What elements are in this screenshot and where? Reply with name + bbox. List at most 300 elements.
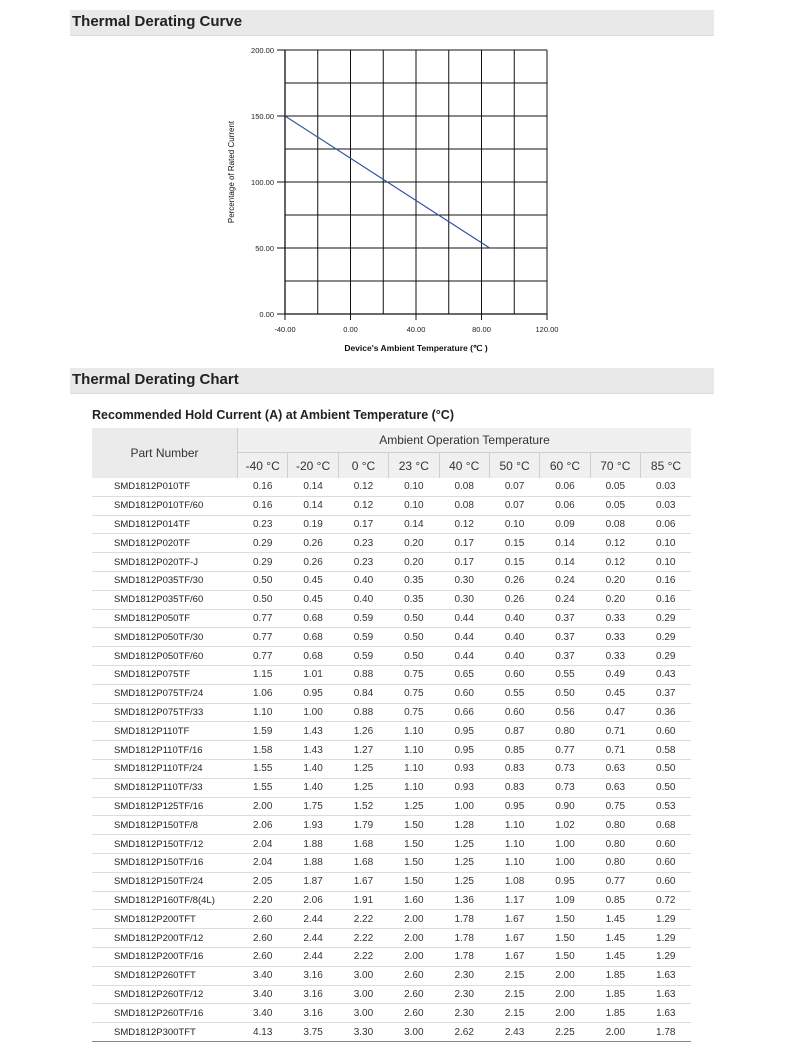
hold-current-cell: 0.60 <box>489 665 539 684</box>
hold-current-cell: 3.00 <box>389 1023 439 1042</box>
hold-current-cell: 1.91 <box>338 891 388 910</box>
hold-current-cell: 1.06 <box>238 684 288 703</box>
hold-current-cell: 0.72 <box>641 891 692 910</box>
hold-current-cell: 0.71 <box>590 741 640 760</box>
hold-current-cell: 1.78 <box>439 910 489 929</box>
table-row <box>92 853 691 872</box>
hold-current-cell: 2.60 <box>238 929 288 948</box>
hold-current-cell: 0.44 <box>439 609 489 628</box>
table-row <box>92 966 691 985</box>
hold-current-cell: 0.77 <box>590 872 640 891</box>
hold-current-cell: 0.20 <box>590 571 640 590</box>
hold-current-cell: 0.06 <box>641 515 692 534</box>
hold-current-cell: 2.00 <box>590 1023 640 1042</box>
hold-current-cell: 2.04 <box>238 835 288 854</box>
hold-current-cell: 1.50 <box>389 872 439 891</box>
temperature-column-header: 40 °C <box>439 453 489 479</box>
hold-current-cell: 0.29 <box>238 553 288 572</box>
hold-current-cell: 0.88 <box>338 703 388 722</box>
hold-current-cell: 1.45 <box>590 947 640 966</box>
hold-current-cell: 0.75 <box>590 797 640 816</box>
hold-current-cell: 1.10 <box>489 853 539 872</box>
part-number-cell: SMD1812P200TF/12 <box>92 929 238 948</box>
hold-current-cell: 0.77 <box>540 741 590 760</box>
part-number-cell: SMD1812P075TF/33 <box>92 703 238 722</box>
hold-current-cell: 1.68 <box>338 853 388 872</box>
hold-current-cell: 0.40 <box>489 647 539 666</box>
hold-current-cell: 2.05 <box>238 872 288 891</box>
hold-current-cell: 2.60 <box>238 947 288 966</box>
hold-current-cell: 1.25 <box>439 853 489 872</box>
hold-current-cell: 0.10 <box>389 478 439 496</box>
hold-current-cell: 1.10 <box>389 759 439 778</box>
hold-current-cell: 0.15 <box>489 534 539 553</box>
hold-current-cell: 1.02 <box>540 816 590 835</box>
hold-current-cell: 3.75 <box>288 1023 338 1042</box>
hold-current-cell: 3.16 <box>288 985 338 1004</box>
hold-current-cell: 0.06 <box>540 496 590 515</box>
hold-current-cell: 0.83 <box>489 759 539 778</box>
hold-current-cell: 0.95 <box>439 722 489 741</box>
hold-current-cell: 1.10 <box>389 741 439 760</box>
hold-current-cell: 0.37 <box>540 609 590 628</box>
table-row <box>92 609 691 628</box>
hold-current-cell: 0.36 <box>641 703 692 722</box>
hold-current-cell: 1.58 <box>238 741 288 760</box>
hold-current-cell: 2.22 <box>338 947 388 966</box>
hold-current-cell: 0.08 <box>590 515 640 534</box>
hold-current-cell: 1.45 <box>590 910 640 929</box>
hold-current-cell: 2.60 <box>389 1004 439 1023</box>
hold-current-cell: 2.06 <box>238 816 288 835</box>
table-row <box>92 647 691 666</box>
hold-current-cell: 1.10 <box>238 703 288 722</box>
hold-current-cell: 0.08 <box>439 478 489 496</box>
part-number-cell: SMD1812P125TF/16 <box>92 797 238 816</box>
temperature-column-header: 50 °C <box>489 453 539 479</box>
hold-current-cell: 3.00 <box>338 1004 388 1023</box>
hold-current-cell: 0.30 <box>439 590 489 609</box>
table-body <box>92 478 691 1041</box>
hold-current-cell: 0.59 <box>338 647 388 666</box>
hold-current-cell: 0.80 <box>590 816 640 835</box>
hold-current-cell: 1.15 <box>238 665 288 684</box>
y-tick-label: 50.00 <box>255 244 274 253</box>
hold-current-cell: 0.29 <box>641 628 692 647</box>
hold-current-cell: 1.78 <box>641 1023 692 1042</box>
part-number-cell: SMD1812P075TF/24 <box>92 684 238 703</box>
table-row <box>92 759 691 778</box>
hold-current-cell: 0.26 <box>288 534 338 553</box>
hold-current-cell: 0.40 <box>338 590 388 609</box>
hold-current-cell: 1.50 <box>389 835 439 854</box>
table-row <box>92 741 691 760</box>
hold-current-cell: 0.14 <box>288 478 338 496</box>
hold-current-cell: 0.77 <box>238 609 288 628</box>
hold-current-cell: 0.55 <box>489 684 539 703</box>
part-number-cell: SMD1812P020TF <box>92 534 238 553</box>
part-number-cell: SMD1812P014TF <box>92 515 238 534</box>
hold-current-cell: 2.44 <box>288 910 338 929</box>
x-tick-label: 0.00 <box>343 325 358 334</box>
x-tick-label: 80.00 <box>472 325 491 334</box>
hold-current-cell: 0.10 <box>389 496 439 515</box>
hold-current-cell: 1.50 <box>389 853 439 872</box>
hold-current-cell: 1.50 <box>540 947 590 966</box>
table-row <box>92 553 691 572</box>
part-number-cell: SMD1812P110TF/16 <box>92 741 238 760</box>
hold-current-cell: 0.44 <box>439 647 489 666</box>
hold-current-cell: 0.77 <box>238 628 288 647</box>
hold-current-cell: 0.19 <box>288 515 338 534</box>
hold-current-cell: 1.67 <box>489 929 539 948</box>
part-number-cell: SMD1812P035TF/60 <box>92 590 238 609</box>
curve-section-header <box>70 10 714 36</box>
hold-current-cell: 0.16 <box>238 478 288 496</box>
temperature-column-header: 23 °C <box>389 453 439 479</box>
hold-current-cell: 0.33 <box>590 609 640 628</box>
hold-current-cell: 1.88 <box>288 853 338 872</box>
hold-current-cell: 0.12 <box>338 496 388 515</box>
hold-current-cell: 0.12 <box>338 478 388 496</box>
hold-current-cell: 0.60 <box>641 853 692 872</box>
temperature-column-header: 0 °C <box>338 453 388 479</box>
hold-current-cell: 3.40 <box>238 985 288 1004</box>
hold-current-cell: 1.10 <box>489 835 539 854</box>
hold-current-cell: 0.26 <box>288 553 338 572</box>
hold-current-cell: 0.12 <box>439 515 489 534</box>
hold-current-cell: 0.77 <box>238 647 288 666</box>
hold-current-cell: 1.87 <box>288 872 338 891</box>
hold-current-cell: 1.25 <box>338 778 388 797</box>
hold-current-cell: 1.08 <box>489 872 539 891</box>
hold-current-cell: 1.50 <box>540 910 590 929</box>
table-caption: Recommended Hold Current (A) at Ambient Temperature (°C) <box>92 408 454 422</box>
hold-current-cell: 0.68 <box>641 816 692 835</box>
hold-current-cell: 0.59 <box>338 609 388 628</box>
hold-current-cell: 1.78 <box>439 929 489 948</box>
hold-current-cell: 0.06 <box>540 478 590 496</box>
hold-current-cell: 1.01 <box>288 665 338 684</box>
hold-current-cell: 1.45 <box>590 929 640 948</box>
hold-current-cell: 0.14 <box>540 553 590 572</box>
hold-current-cell: 0.68 <box>288 609 338 628</box>
table-row <box>92 590 691 609</box>
table-row <box>92 778 691 797</box>
part-number-cell: SMD1812P050TF <box>92 609 238 628</box>
table-row <box>92 797 691 816</box>
hold-current-cell: 0.37 <box>540 628 590 647</box>
hold-current-cell: 0.20 <box>389 534 439 553</box>
hold-current-cell: 2.30 <box>439 1004 489 1023</box>
hold-current-table <box>92 428 691 1042</box>
hold-current-cell: 0.29 <box>641 609 692 628</box>
hold-current-cell: 1.00 <box>540 853 590 872</box>
hold-current-cell: 0.23 <box>338 553 388 572</box>
hold-current-cell: 2.60 <box>238 910 288 929</box>
temperature-column-header: 60 °C <box>540 453 590 479</box>
hold-current-cell: 0.50 <box>389 647 439 666</box>
hold-current-cell: 2.30 <box>439 966 489 985</box>
hold-current-cell: 0.90 <box>540 797 590 816</box>
part-number-cell: SMD1812P150TF/8 <box>92 816 238 835</box>
y-axis-label: Percentage of Rated Current <box>227 120 236 224</box>
table-row <box>92 1023 691 1042</box>
hold-current-cell: 0.73 <box>540 778 590 797</box>
hold-current-cell: 0.20 <box>590 590 640 609</box>
table-row <box>92 496 691 515</box>
hold-current-cell: 2.22 <box>338 929 388 948</box>
table-row <box>92 478 691 496</box>
hold-current-cell: 3.16 <box>288 966 338 985</box>
hold-current-cell: 0.49 <box>590 665 640 684</box>
hold-current-cell: 0.08 <box>439 496 489 515</box>
part-number-cell: SMD1812P150TF/16 <box>92 853 238 872</box>
hold-current-cell: 0.88 <box>338 665 388 684</box>
part-number-cell: SMD1812P260TFT <box>92 966 238 985</box>
hold-current-cell: 1.26 <box>338 722 388 741</box>
part-number-cell: SMD1812P150TF/24 <box>92 872 238 891</box>
hold-current-cell: 0.26 <box>489 590 539 609</box>
part-number-cell: SMD1812P010TF <box>92 478 238 496</box>
hold-current-cell: 1.17 <box>489 891 539 910</box>
hold-current-cell: 0.75 <box>389 665 439 684</box>
hold-current-cell: 0.40 <box>338 571 388 590</box>
hold-current-cell: 0.73 <box>540 759 590 778</box>
temperature-column-header: -40 °C <box>238 453 288 479</box>
hold-current-cell: 1.85 <box>590 985 640 1004</box>
y-tick-label: 200.00 <box>251 46 274 55</box>
table-row <box>92 628 691 647</box>
hold-current-cell: 2.62 <box>439 1023 489 1042</box>
hold-current-cell: 0.12 <box>590 553 640 572</box>
y-tick-label: 150.00 <box>251 112 274 121</box>
hold-current-cell: 2.00 <box>540 985 590 1004</box>
hold-current-cell: 1.63 <box>641 966 692 985</box>
hold-current-cell: 1.67 <box>338 872 388 891</box>
hold-current-cell: 1.25 <box>439 835 489 854</box>
hold-current-cell: 1.28 <box>439 816 489 835</box>
hold-current-cell: 0.15 <box>489 553 539 572</box>
hold-current-cell: 1.36 <box>439 891 489 910</box>
hold-current-cell: 1.60 <box>389 891 439 910</box>
hold-current-cell: 0.24 <box>540 571 590 590</box>
hold-current-cell: 0.50 <box>641 778 692 797</box>
hold-current-cell: 0.55 <box>540 665 590 684</box>
hold-current-cell: 3.40 <box>238 966 288 985</box>
hold-current-cell: 1.63 <box>641 985 692 1004</box>
hold-current-cell: 0.14 <box>288 496 338 515</box>
hold-current-cell: 0.80 <box>590 853 640 872</box>
hold-current-cell: 0.10 <box>641 553 692 572</box>
part-number-header: Part Number <box>92 428 238 478</box>
curve-section-title: Thermal Derating Curve <box>72 13 243 30</box>
hold-current-cell: 1.55 <box>238 778 288 797</box>
hold-current-cell: 1.29 <box>641 929 692 948</box>
part-number-cell: SMD1812P010TF/60 <box>92 496 238 515</box>
hold-current-cell: 2.25 <box>540 1023 590 1042</box>
hold-current-cell: 0.95 <box>288 684 338 703</box>
part-number-cell: SMD1812P300TFT <box>92 1023 238 1042</box>
table-row <box>92 872 691 891</box>
hold-current-cell: 0.59 <box>338 628 388 647</box>
hold-current-cell: 0.50 <box>238 590 288 609</box>
x-tick-label: 120.00 <box>535 325 559 334</box>
hold-current-cell: 2.00 <box>389 929 439 948</box>
hold-current-cell: 0.65 <box>439 665 489 684</box>
hold-current-cell: 2.15 <box>489 1004 539 1023</box>
hold-current-cell: 0.56 <box>540 703 590 722</box>
hold-current-cell: 0.60 <box>641 872 692 891</box>
hold-current-cell: 0.17 <box>338 515 388 534</box>
hold-current-cell: 0.93 <box>439 759 489 778</box>
hold-current-cell: 0.35 <box>389 571 439 590</box>
hold-current-cell: 1.88 <box>288 835 338 854</box>
hold-current-cell: 4.13 <box>238 1023 288 1042</box>
part-number-cell: SMD1812P200TFT <box>92 910 238 929</box>
hold-current-cell: 0.93 <box>439 778 489 797</box>
part-number-cell: SMD1812P260TF/16 <box>92 1004 238 1023</box>
hold-current-cell: 0.45 <box>288 571 338 590</box>
y-tick-label: 0.00 <box>259 310 274 319</box>
table-row <box>92 665 691 684</box>
hold-current-cell: 1.40 <box>288 759 338 778</box>
ambient-temperature-header: Ambient Operation Temperature <box>238 428 692 453</box>
hold-current-cell: 0.95 <box>489 797 539 816</box>
hold-current-cell: 1.75 <box>288 797 338 816</box>
hold-current-cell: 0.95 <box>540 872 590 891</box>
hold-current-cell: 1.79 <box>338 816 388 835</box>
hold-current-cell: 0.35 <box>389 590 439 609</box>
hold-current-cell: 0.71 <box>590 722 640 741</box>
part-number-cell: SMD1812P150TF/12 <box>92 835 238 854</box>
temperature-column-header: -20 °C <box>288 453 338 479</box>
hold-current-cell: 0.80 <box>540 722 590 741</box>
hold-current-cell: 0.14 <box>540 534 590 553</box>
temperature-column-header: 70 °C <box>590 453 640 479</box>
hold-current-cell: 1.43 <box>288 722 338 741</box>
hold-current-cell: 2.15 <box>489 966 539 985</box>
hold-current-cell: 0.68 <box>288 647 338 666</box>
hold-current-cell: 0.75 <box>389 684 439 703</box>
part-number-cell: SMD1812P020TF-J <box>92 553 238 572</box>
hold-current-cell: 0.60 <box>641 722 692 741</box>
hold-current-cell: 1.50 <box>540 929 590 948</box>
hold-current-cell: 0.50 <box>540 684 590 703</box>
hold-current-cell: 2.22 <box>338 910 388 929</box>
hold-current-cell: 0.37 <box>641 684 692 703</box>
hold-current-cell: 1.27 <box>338 741 388 760</box>
table-row <box>92 910 691 929</box>
hold-current-cell: 0.53 <box>641 797 692 816</box>
hold-current-cell: 3.00 <box>338 985 388 1004</box>
hold-current-cell: 1.09 <box>540 891 590 910</box>
hold-current-cell: 0.44 <box>439 628 489 647</box>
hold-current-cell: 0.09 <box>540 515 590 534</box>
chart-section-title: Thermal Derating Chart <box>72 371 239 388</box>
hold-current-cell: 1.85 <box>590 1004 640 1023</box>
part-number-cell: SMD1812P110TF <box>92 722 238 741</box>
hold-current-cell: 0.40 <box>489 628 539 647</box>
hold-current-cell: 2.00 <box>238 797 288 816</box>
table-row <box>92 684 691 703</box>
part-number-cell: SMD1812P050TF/30 <box>92 628 238 647</box>
hold-current-cell: 1.52 <box>338 797 388 816</box>
hold-current-cell: 0.03 <box>641 478 692 496</box>
hold-current-cell: 0.63 <box>590 759 640 778</box>
hold-current-cell: 0.07 <box>489 478 539 496</box>
hold-current-cell: 0.50 <box>238 571 288 590</box>
hold-current-cell: 0.10 <box>489 515 539 534</box>
hold-current-cell: 0.23 <box>238 515 288 534</box>
chart-section-header <box>70 368 714 394</box>
hold-current-cell: 1.50 <box>389 816 439 835</box>
hold-current-cell: 0.50 <box>389 609 439 628</box>
hold-current-cell: 0.43 <box>641 665 692 684</box>
hold-current-cell: 0.24 <box>540 590 590 609</box>
hold-current-cell: 1.00 <box>439 797 489 816</box>
hold-current-cell: 2.60 <box>389 966 439 985</box>
thermal-derating-curve-chart <box>210 38 590 363</box>
hold-current-cell: 0.47 <box>590 703 640 722</box>
hold-current-cell: 2.60 <box>389 985 439 1004</box>
hold-current-cell: 1.85 <box>590 966 640 985</box>
part-number-cell: SMD1812P075TF <box>92 665 238 684</box>
hold-current-cell: 1.10 <box>389 778 439 797</box>
hold-current-cell: 1.55 <box>238 759 288 778</box>
table-row <box>92 947 691 966</box>
part-number-cell: SMD1812P035TF/30 <box>92 571 238 590</box>
hold-current-cell: 0.58 <box>641 741 692 760</box>
hold-current-cell: 1.25 <box>439 872 489 891</box>
hold-current-cell: 0.12 <box>590 534 640 553</box>
hold-current-cell: 0.30 <box>439 571 489 590</box>
hold-current-cell: 0.05 <box>590 478 640 496</box>
hold-current-cell: 0.17 <box>439 534 489 553</box>
hold-current-cell: 0.10 <box>641 534 692 553</box>
hold-current-cell: 0.85 <box>489 741 539 760</box>
hold-current-cell: 2.04 <box>238 853 288 872</box>
x-axis-label: Device's Ambient Temperature (℃ ) <box>344 343 488 353</box>
hold-current-cell: 0.45 <box>288 590 338 609</box>
hold-current-cell: 3.00 <box>338 966 388 985</box>
hold-current-cell: 0.26 <box>489 571 539 590</box>
hold-current-cell: 0.50 <box>389 628 439 647</box>
hold-current-cell: 2.30 <box>439 985 489 1004</box>
table-row <box>92 929 691 948</box>
table-row <box>92 534 691 553</box>
table-row <box>92 722 691 741</box>
hold-current-cell: 2.00 <box>540 1004 590 1023</box>
table-row <box>92 1004 691 1023</box>
hold-current-cell: 1.00 <box>540 835 590 854</box>
table-row <box>92 985 691 1004</box>
hold-current-cell: 3.30 <box>338 1023 388 1042</box>
hold-current-cell: 0.95 <box>439 741 489 760</box>
hold-current-cell: 0.87 <box>489 722 539 741</box>
hold-current-cell: 0.29 <box>641 647 692 666</box>
hold-current-cell: 0.17 <box>439 553 489 572</box>
table-row <box>92 703 691 722</box>
hold-current-cell: 0.16 <box>238 496 288 515</box>
hold-current-cell: 2.15 <box>489 985 539 1004</box>
hold-current-cell: 0.16 <box>641 590 692 609</box>
hold-current-cell: 1.25 <box>389 797 439 816</box>
hold-current-cell: 0.07 <box>489 496 539 515</box>
hold-current-cell: 1.40 <box>288 778 338 797</box>
part-number-cell: SMD1812P160TF/8(4L) <box>92 891 238 910</box>
hold-current-cell: 1.63 <box>641 1004 692 1023</box>
